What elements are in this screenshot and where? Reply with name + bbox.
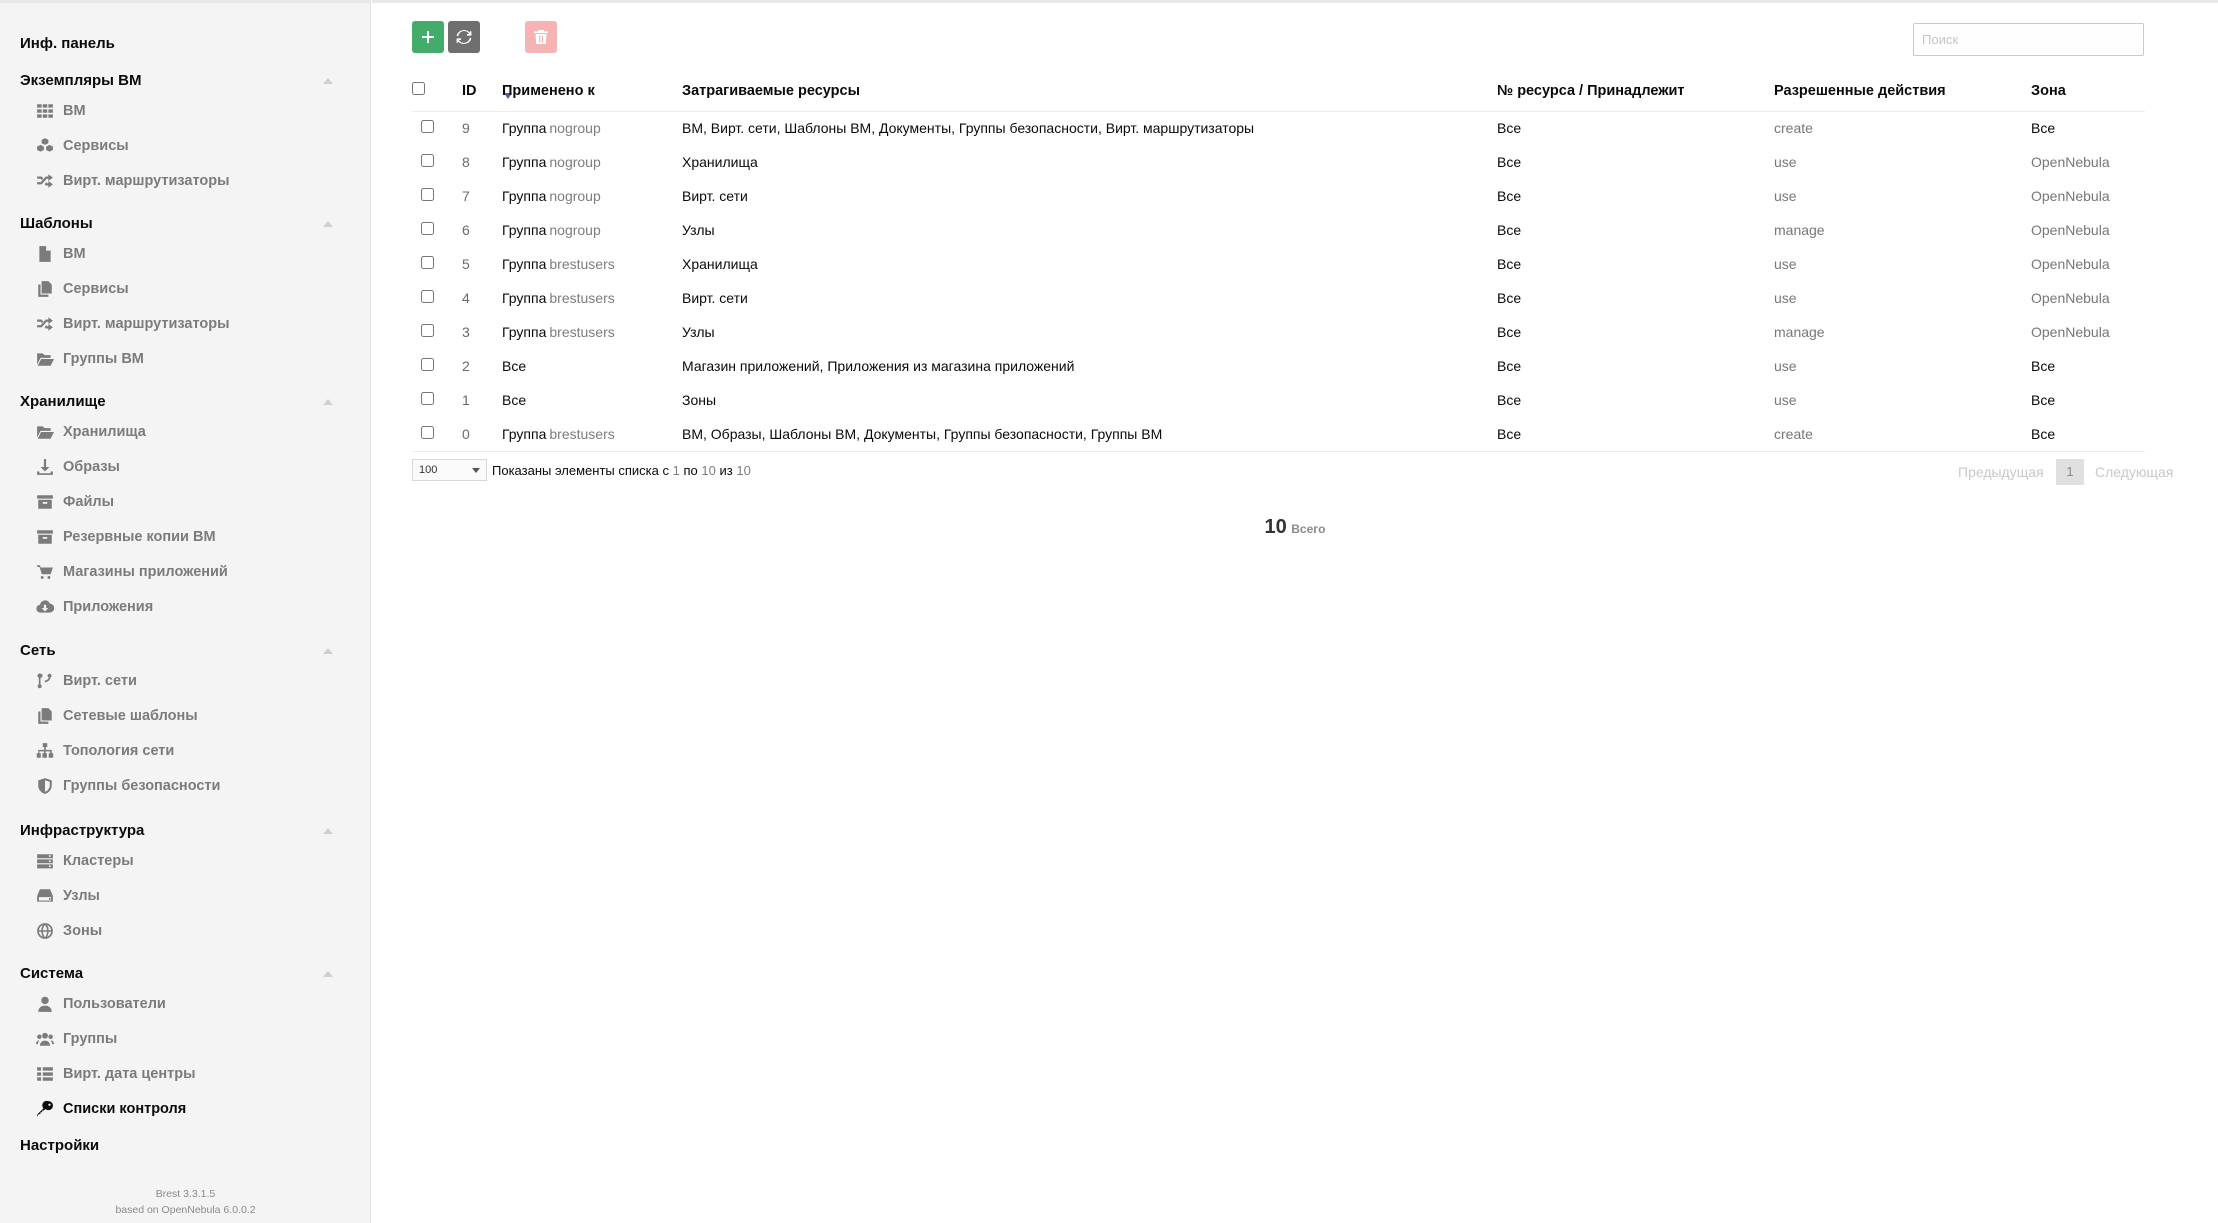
row-checkbox[interactable] <box>421 120 434 133</box>
sidebar-item[interactable] <box>0 698 371 733</box>
pagination-page-current[interactable]: 1 <box>2056 459 2084 485</box>
cell-applies-to <box>502 417 682 451</box>
cell-rights-text: use <box>1774 392 1797 408</box>
cell-resources <box>682 383 1497 417</box>
chevron-up-icon[interactable] <box>323 78 333 84</box>
sidebar-section-title: Экземпляры ВМ <box>20 72 142 89</box>
cell-rights-text: create <box>1774 120 1813 137</box>
sidebar-section-header[interactable] <box>0 639 371 663</box>
cell-rights <box>1774 417 2031 451</box>
sidebar-section-title: Инфраструктура <box>20 822 145 839</box>
cell-rights <box>1774 383 2031 417</box>
cell-resources-text: Магазин приложений, Приложения из магазина приложений <box>682 358 1075 374</box>
row-checkbox[interactable] <box>421 426 434 439</box>
cell-resource-owner-text: Все <box>1497 324 1522 340</box>
sidebar <box>0 0 371 1223</box>
download-icon <box>35 457 55 477</box>
cell-rights <box>1774 349 2031 383</box>
cell-zone-text: Все <box>2031 358 2056 374</box>
column-header-zone[interactable]: Зона <box>2031 71 2145 111</box>
pagination-next[interactable]: Следующая <box>2095 464 2174 480</box>
sidebar-section-title: Система <box>20 965 84 982</box>
cell-resource-owner-text: Все <box>1497 392 1522 408</box>
sidebar-item[interactable] <box>0 484 371 519</box>
cell-zone-text: OpenNebula <box>2031 324 2110 340</box>
sidebar-section-title: Шаблоны <box>20 215 93 232</box>
cell-zone <box>2031 315 2145 349</box>
info-to: 10 <box>701 463 716 478</box>
cloud-download-icon <box>35 597 55 617</box>
cell-applies-to-text: Группа <box>502 290 547 306</box>
select-all-cell <box>412 71 442 111</box>
row-select-cell <box>412 179 442 213</box>
cell-applies-to-group: brestusers <box>549 290 615 306</box>
cell-resource-owner-text: Все <box>1497 154 1522 170</box>
sitemap-icon <box>35 741 55 761</box>
cell-zone-text: OpenNebula <box>2031 256 2110 272</box>
sidebar-item[interactable] <box>0 589 371 624</box>
cell-resources-text: Хранилища <box>682 256 758 272</box>
cell-applies-to <box>502 145 682 179</box>
folder-open-icon <box>35 349 55 369</box>
cell-rights-text: use <box>1774 290 1797 306</box>
cell-resources-text: Узлы <box>682 324 715 340</box>
cell-resource-owner <box>1497 179 1774 213</box>
sidebar-item[interactable] <box>0 271 371 306</box>
sidebar-section <box>0 212 371 376</box>
cell-resources-text: Вирт. сети <box>682 188 748 204</box>
key-icon <box>35 1099 55 1119</box>
version-info <box>0 1186 371 1218</box>
sidebar-item[interactable] <box>0 163 371 198</box>
cell-applies-to-text: Группа <box>502 154 547 170</box>
sidebar-section-header[interactable] <box>0 212 371 236</box>
files-icon <box>35 279 55 299</box>
sidebar-item-label: Вирт. маршрутизаторы <box>63 315 230 332</box>
sidebar-item-label: Списки контроля <box>63 1100 187 1117</box>
cell-zone-text: OpenNebula <box>2031 154 2110 170</box>
grid-icon <box>35 101 55 121</box>
cell-applies-to-text: Группа <box>502 425 547 442</box>
cell-zone-text: OpenNebula <box>2031 290 2110 306</box>
user-icon <box>35 994 55 1014</box>
row-select-cell <box>412 281 442 315</box>
sidebar-item[interactable] <box>0 1021 371 1056</box>
pagination-previous[interactable]: Предыдущая <box>1958 464 2044 480</box>
sidebar-item-label: Образы <box>63 458 120 475</box>
cell-rights-text: use <box>1774 154 1797 170</box>
cell-resources <box>682 145 1497 179</box>
sidebar-item[interactable] <box>0 93 371 128</box>
cell-resources <box>682 111 1497 145</box>
cell-id-text: 7 <box>462 188 470 204</box>
sidebar-item[interactable] <box>0 554 371 589</box>
version-based-on: based on OpenNebula 6.0.0.2 <box>115 1204 256 1216</box>
cell-rights <box>1774 179 2031 213</box>
column-header-rights[interactable]: Разрешенные действия <box>1774 71 2031 111</box>
column-header-id[interactable] <box>442 71 502 111</box>
cell-zone-text: Все <box>2031 120 2056 137</box>
cell-id-text: 6 <box>462 222 470 238</box>
search-input[interactable] <box>1913 23 2144 56</box>
table-row[interactable] <box>412 349 2145 383</box>
cell-zone <box>2031 417 2145 451</box>
cell-applies-to-text: Группа <box>502 188 547 204</box>
cell-resource-owner-text: Все <box>1497 290 1522 306</box>
cell-resources-text: ВМ, Вирт. сети, Шаблоны ВМ, Документы, Группы безопасности, Вирт. маршрутизаторы <box>682 120 1255 137</box>
sidebar-item-label: Зоны <box>63 922 103 939</box>
table-row[interactable] <box>412 315 2145 349</box>
cell-rights <box>1774 145 2031 179</box>
sidebar-item-label: Кластеры <box>63 852 134 869</box>
cell-applies-to-group: brestusers <box>549 425 615 442</box>
cell-rights-text: use <box>1774 256 1797 272</box>
row-select-cell <box>412 383 442 417</box>
row-select-cell <box>412 111 442 145</box>
cell-resources <box>682 315 1497 349</box>
cell-zone-text: OpenNebula <box>2031 188 2110 204</box>
shield-icon <box>35 776 55 796</box>
select-all-checkbox[interactable] <box>412 82 425 95</box>
sidebar-item[interactable] <box>0 1056 371 1091</box>
cell-id <box>442 213 502 247</box>
cell-applies-to <box>502 247 682 281</box>
sidebar-section <box>0 962 371 1126</box>
sidebar-item[interactable] <box>0 663 371 698</box>
cell-rights-text: manage <box>1774 222 1825 238</box>
sidebar-section-header[interactable] <box>0 962 371 986</box>
info-prefix: Показаны элементы списка с <box>492 463 669 478</box>
cell-resources <box>682 349 1497 383</box>
cell-applies-to-text: Группа <box>502 256 547 272</box>
cell-id <box>442 281 502 315</box>
cell-applies-to-text: Группа <box>502 120 547 137</box>
row-checkbox[interactable] <box>421 324 434 337</box>
sidebar-section-title: Сеть <box>20 642 56 659</box>
trash-icon <box>533 29 549 45</box>
cell-id-text: 3 <box>462 324 470 340</box>
cart-icon <box>35 562 55 582</box>
table-info <box>492 463 751 478</box>
table-row[interactable] <box>412 247 2145 281</box>
sidebar-section-header[interactable] <box>0 69 371 93</box>
row-select-cell <box>412 315 442 349</box>
cell-applies-to-group: nogroup <box>549 188 601 204</box>
cell-zone-text: Все <box>2031 425 2056 442</box>
row-select-cell <box>412 145 442 179</box>
info-total: 10 <box>736 463 751 478</box>
cell-resource-owner <box>1497 247 1774 281</box>
cell-zone <box>2031 179 2145 213</box>
cell-id-text: 5 <box>462 256 470 272</box>
sidebar-item-label: Группы ВМ <box>63 350 144 367</box>
total-label: Всего <box>1291 522 1326 536</box>
chevron-up-icon[interactable] <box>323 221 333 227</box>
sidebar-item[interactable] <box>0 913 371 948</box>
cell-resources-text: ВМ, Образы, Шаблоны ВМ, Документы, Группы безопасности, Группы ВМ <box>682 425 1163 442</box>
cell-zone <box>2031 383 2145 417</box>
column-header-resources[interactable]: Затрагиваемые ресурсы <box>682 71 1497 111</box>
column-header-id-label: ID <box>462 82 477 99</box>
sidebar-settings-link[interactable]: Настройки <box>20 1137 100 1154</box>
cell-resource-owner <box>1497 349 1774 383</box>
sidebar-item-label: Приложения <box>63 598 154 615</box>
cell-applies-to <box>502 383 682 417</box>
plus-icon <box>420 29 436 45</box>
cell-resources <box>682 417 1497 451</box>
sidebar-item[interactable] <box>0 306 371 341</box>
cell-zone <box>2031 111 2145 145</box>
sidebar-item-label: Магазины приложений <box>63 563 228 580</box>
cell-rights <box>1774 247 2031 281</box>
row-checkbox[interactable] <box>421 290 434 303</box>
cell-applies-to <box>502 111 682 145</box>
sidebar-item-label: Узлы <box>63 887 100 904</box>
cell-applies-to-group: nogroup <box>549 222 601 238</box>
cell-applies-to-text: Группа <box>502 222 547 238</box>
table-row[interactable] <box>412 213 2145 247</box>
row-checkbox[interactable] <box>421 358 434 371</box>
cell-id-text: 2 <box>462 358 470 374</box>
cell-resource-owner-text: Все <box>1497 358 1522 374</box>
cell-applies-to-text: Все <box>502 358 527 374</box>
page-size-select[interactable] <box>412 459 487 481</box>
cell-id <box>442 383 502 417</box>
info-from: 1 <box>672 463 680 478</box>
file-icon <box>35 244 55 264</box>
sidebar-section-header[interactable] <box>0 819 371 843</box>
cell-resource-owner <box>1497 315 1774 349</box>
cubes-icon <box>35 136 55 156</box>
acl-table <box>412 71 2145 452</box>
cell-applies-to <box>502 179 682 213</box>
cell-resource-owner-text: Все <box>1497 120 1522 137</box>
cell-resource-owner <box>1497 417 1774 451</box>
sidebar-section-header[interactable] <box>0 390 371 414</box>
chevron-up-icon[interactable] <box>323 828 333 834</box>
cell-id <box>442 417 502 451</box>
cell-id <box>442 111 502 145</box>
sidebar-item-label: Сервисы <box>63 137 129 154</box>
cell-applies-to-group: nogroup <box>549 154 601 170</box>
cell-zone-text: Все <box>2031 392 2056 408</box>
sidebar-item-label: Топология сети <box>63 742 175 759</box>
main-content <box>372 0 2218 1223</box>
sidebar-item-label: Сетевые шаблоны <box>63 707 198 724</box>
sidebar-item-label: Вирт. дата центры <box>63 1065 196 1082</box>
chevron-up-icon[interactable] <box>323 648 333 654</box>
row-checkbox[interactable] <box>421 392 434 405</box>
sidebar-item-label: Группы безопасности <box>63 777 221 794</box>
sidebar-item[interactable] <box>0 236 371 271</box>
cell-zone <box>2031 349 2145 383</box>
refresh-icon <box>456 29 472 45</box>
sidebar-section <box>0 639 371 803</box>
sidebar-item-label: Пользователи <box>63 995 166 1012</box>
row-checkbox[interactable] <box>421 154 434 167</box>
sidebar-item[interactable] <box>0 878 371 913</box>
cell-rights <box>1774 281 2031 315</box>
cell-id-text: 8 <box>462 154 470 170</box>
cell-resources-text: Хранилища <box>682 154 758 170</box>
chevron-up-icon[interactable] <box>323 399 333 405</box>
cell-id <box>442 315 502 349</box>
sidebar-section <box>0 819 371 948</box>
sidebar-item[interactable] <box>0 414 371 449</box>
cell-resource-owner-text: Все <box>1497 256 1522 272</box>
sidebar-item[interactable] <box>0 986 371 1021</box>
cell-zone-text: OpenNebula <box>2031 222 2110 238</box>
cell-zone <box>2031 145 2145 179</box>
cell-id <box>442 179 502 213</box>
column-header-resource-owner[interactable]: № ресурса / Принадлежит <box>1497 71 1774 111</box>
cell-resource-owner-text: Все <box>1497 425 1522 442</box>
code-fork-icon <box>35 671 55 691</box>
sidebar-item-label: ВМ <box>63 245 86 262</box>
table-row[interactable] <box>412 145 2145 179</box>
sidebar-item-label: Хранилища <box>63 423 146 440</box>
cell-id <box>442 349 502 383</box>
sidebar-item-label: Вирт. сети <box>63 672 137 689</box>
random-icon <box>35 314 55 334</box>
cell-resource-owner <box>1497 111 1774 145</box>
sidebar-item-label: ВМ <box>63 102 86 119</box>
info-of-word: из <box>719 463 733 478</box>
cell-resource-owner-text: Все <box>1497 222 1522 238</box>
cell-applies-to-text: Все <box>502 392 527 408</box>
sidebar-section-title: Хранилище <box>20 393 106 410</box>
archive-icon <box>35 492 55 512</box>
row-select-cell <box>412 247 442 281</box>
cell-resource-owner <box>1497 145 1774 179</box>
table-row[interactable] <box>412 417 2145 451</box>
cell-applies-to <box>502 281 682 315</box>
sidebar-item-label: Вирт. маршрутизаторы <box>63 172 230 189</box>
cell-rights <box>1774 315 2031 349</box>
cell-rights-text: create <box>1774 425 1813 442</box>
cell-rights-text: use <box>1774 358 1797 374</box>
chevron-down-icon <box>472 468 480 473</box>
hdd-icon <box>35 886 55 906</box>
version-line: Brest 3.3.1.5 <box>155 1188 216 1200</box>
cell-resources <box>682 281 1497 315</box>
sidebar-item-label: Группы <box>63 1030 118 1047</box>
sidebar-item-label: Резервные копии ВМ <box>63 528 216 545</box>
cell-rights <box>1774 111 2031 145</box>
sidebar-item[interactable] <box>0 519 371 554</box>
globe-icon <box>35 921 55 941</box>
cell-zone <box>2031 247 2145 281</box>
cell-resources-text: Зоны <box>682 392 717 408</box>
archive-icon <box>35 527 55 547</box>
sidebar-item[interactable] <box>0 341 371 376</box>
refresh-button[interactable] <box>448 21 480 53</box>
cell-applies-to <box>502 213 682 247</box>
table-row[interactable] <box>412 281 2145 315</box>
chevron-up-icon[interactable] <box>323 971 333 977</box>
cell-applies-to <box>502 315 682 349</box>
sidebar-item[interactable] <box>0 128 371 163</box>
column-header-applies-to[interactable]: Применено к <box>502 71 682 111</box>
cell-resource-owner-text: Все <box>1497 188 1522 204</box>
sidebar-item[interactable] <box>0 733 371 768</box>
add-button[interactable] <box>412 21 444 53</box>
cell-resource-owner <box>1497 281 1774 315</box>
folder-open-icon <box>35 422 55 442</box>
row-select-cell <box>412 349 442 383</box>
cell-id-text: 9 <box>462 120 470 137</box>
sidebar-item[interactable] <box>0 449 371 484</box>
cell-applies-to-group: brestusers <box>549 256 615 272</box>
cell-applies-to <box>502 349 682 383</box>
cell-zone <box>2031 213 2145 247</box>
users-icon <box>35 1029 55 1049</box>
total-count: 10 <box>1264 516 1287 538</box>
row-checkbox[interactable] <box>421 256 434 269</box>
cell-zone <box>2031 281 2145 315</box>
sidebar-section <box>0 390 371 624</box>
cell-id <box>442 145 502 179</box>
cell-applies-to-group: nogroup <box>549 120 601 137</box>
row-select-cell <box>412 417 442 451</box>
row-select-cell <box>412 213 442 247</box>
cell-applies-to-group: brestusers <box>549 324 615 340</box>
info-to-word: по <box>683 463 698 478</box>
table-row[interactable] <box>412 383 2145 417</box>
sidebar-item[interactable] <box>0 768 371 803</box>
delete-button[interactable] <box>525 21 557 53</box>
sidebar-section <box>0 69 371 198</box>
th-list-icon <box>35 1064 55 1084</box>
cell-rights-text: manage <box>1774 324 1825 340</box>
cell-resources <box>682 213 1497 247</box>
sidebar-item-label: Сервисы <box>63 280 129 297</box>
cell-id-text: 4 <box>462 290 470 306</box>
cell-resources <box>682 179 1497 213</box>
cell-applies-to-text: Группа <box>502 324 547 340</box>
cell-resource-owner <box>1497 383 1774 417</box>
row-checkbox[interactable] <box>421 222 434 235</box>
cell-id-text: 0 <box>462 425 470 442</box>
sidebar-item[interactable] <box>0 1091 371 1126</box>
sidebar-item-label: Файлы <box>63 493 114 510</box>
sidebar-item[interactable] <box>0 843 371 878</box>
cell-resource-owner <box>1497 213 1774 247</box>
cell-resources-text: Вирт. сети <box>682 290 748 306</box>
files-icon <box>35 706 55 726</box>
cell-rights <box>1774 213 2031 247</box>
sidebar-dashboard-link[interactable]: Инф. панель <box>20 35 115 52</box>
table-row[interactable] <box>412 179 2145 213</box>
cell-resources <box>682 247 1497 281</box>
cell-rights-text: use <box>1774 188 1797 204</box>
row-checkbox[interactable] <box>421 188 434 201</box>
cell-resources-text: Узлы <box>682 222 715 238</box>
cell-id-text: 1 <box>462 392 470 408</box>
cell-id <box>442 247 502 281</box>
random-icon <box>35 171 55 191</box>
server-icon <box>35 851 55 871</box>
page-size-value: 100 <box>419 464 438 476</box>
table-header-row <box>412 71 2145 111</box>
total-summary <box>372 516 2218 539</box>
table-row[interactable] <box>412 111 2145 145</box>
